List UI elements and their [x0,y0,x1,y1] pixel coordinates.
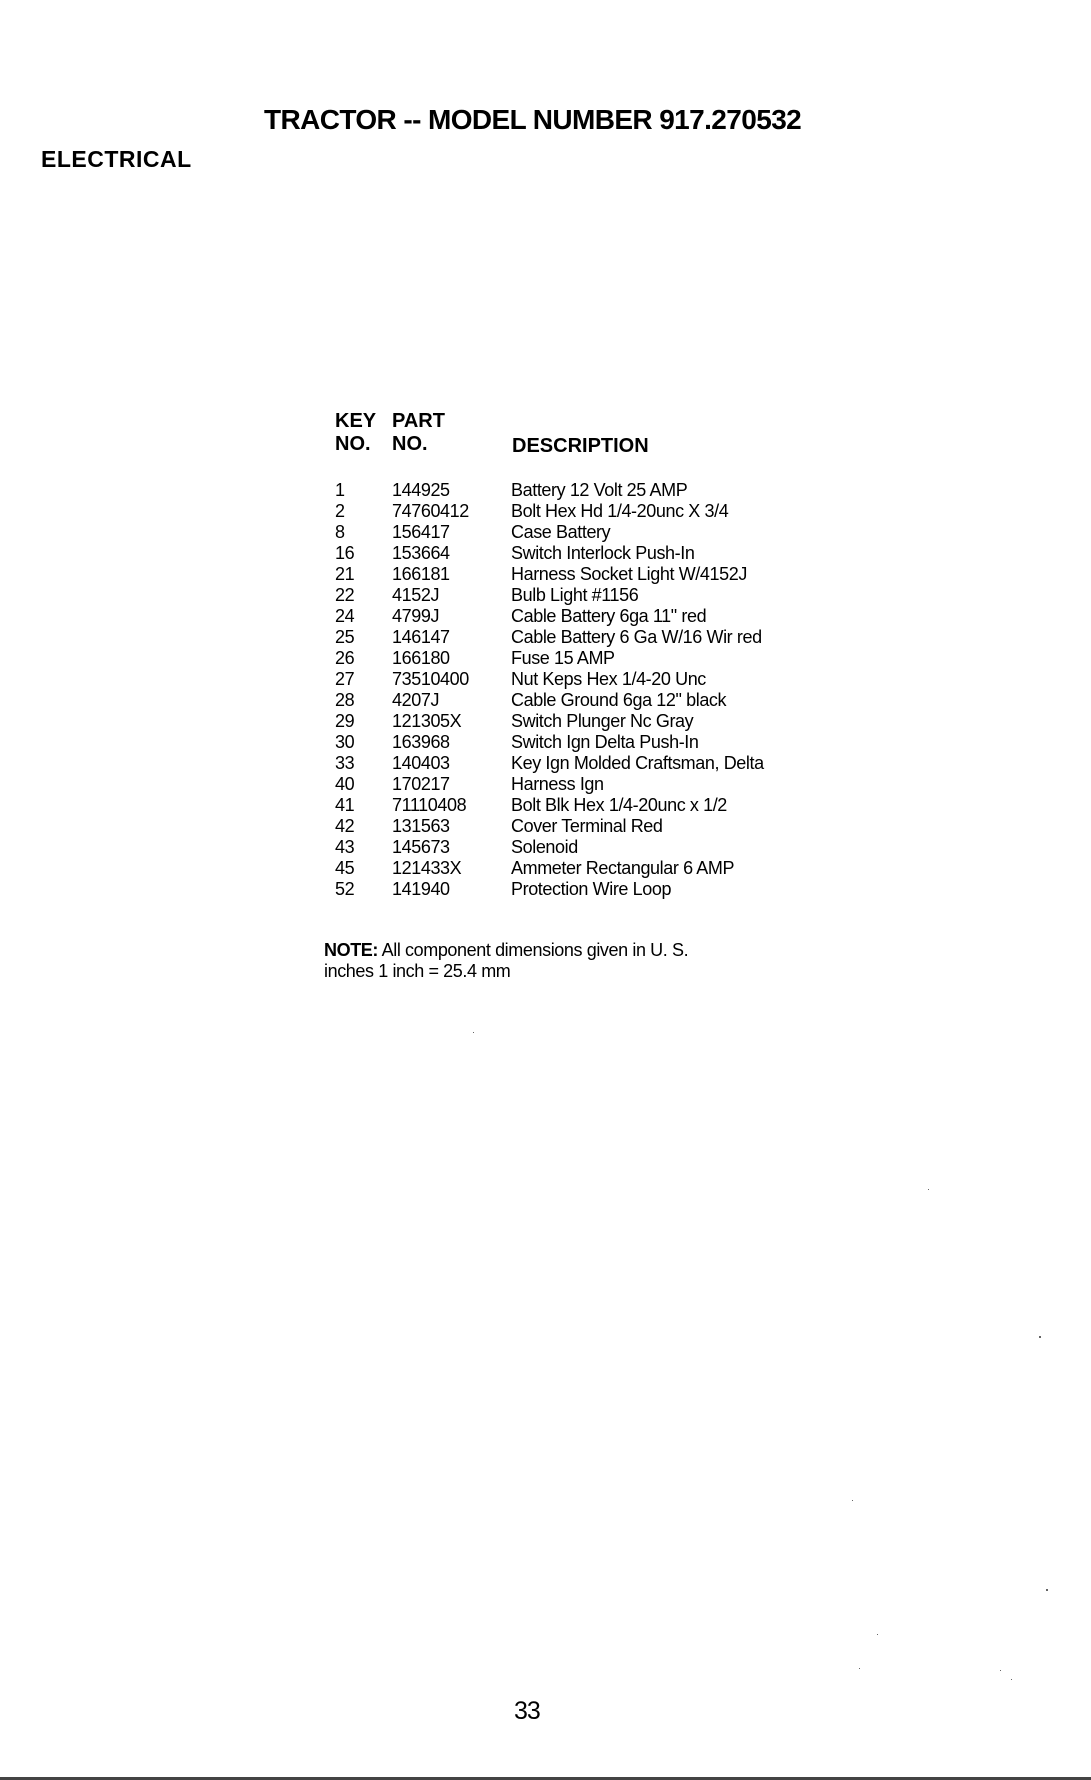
key-number: 1 [335,480,345,500]
part-description: Cable Ground 6ga 12" black [511,690,727,710]
note-text-1: All component dimensions given in U. S. [381,940,689,960]
note [324,940,688,982]
key-number: 2 [335,501,345,521]
note-label: NOTE: [324,940,378,960]
part-description: Battery 12 Volt 25 AMP [511,480,688,500]
scan-speck [1046,1589,1048,1591]
part-description: Switch Interlock Push-In [511,543,695,563]
part-number: 166180 [392,648,450,668]
part-description: Protection Wire Loop [511,879,672,899]
key-number: 33 [335,753,355,773]
part-description: Switch Ign Delta Push-In [511,732,699,752]
part-number: 153664 [392,543,450,563]
part-description: Harness Socket Light W/4152J [511,564,747,584]
part-description: Fuse 15 AMP [511,648,615,668]
part-number: 146147 [392,627,450,647]
key-number: 27 [335,669,355,689]
part-description: Key Ign Molded Craftsman, Delta [511,753,764,773]
part-description: Case Battery [511,522,611,542]
page-number: 33 [514,1697,540,1725]
part-description: Harness Ign [511,774,604,794]
key-number: 52 [335,879,355,899]
part-description: Switch Plunger Nc Gray [511,711,694,731]
note-text-2: inches 1 inch = 25.4 mm [324,961,511,981]
note-line-1 [324,940,688,961]
part-number: 71110408 [392,795,467,815]
column-header-description: DESCRIPTION [512,435,649,457]
key-number: 30 [335,732,355,752]
column-header-part-no: NO. [392,433,428,455]
key-number: 43 [335,837,355,857]
part-number: 166181 [392,564,450,584]
part-number: 121433X [392,858,462,878]
scan-speck [1039,1336,1041,1338]
key-number: 29 [335,711,355,731]
page-title: TRACTOR -- MODEL NUMBER 917.270532 [264,104,802,135]
part-description: Bolt Hex Hd 1/4-20unc X 3/4 [511,501,729,521]
part-number: 131563 [392,816,450,836]
part-description: Solenoid [511,837,578,857]
key-number: 21 [335,564,355,584]
part-description: Nut Keps Hex 1/4-20 Unc [511,669,706,689]
key-number: 40 [335,774,355,794]
key-number: 24 [335,606,355,626]
part-number: 73510400 [392,669,469,689]
part-number: 170217 [392,774,450,794]
scan-speck [1000,1670,1001,1671]
part-number: 140403 [392,753,450,773]
key-number: 16 [335,543,355,563]
part-description: Bolt Blk Hex 1/4-20unc x 1/2 [511,795,727,815]
part-number: 4207J [392,690,440,710]
key-number: 22 [335,585,355,605]
part-number: 163968 [392,732,450,752]
key-number: 8 [335,522,345,542]
part-number: 4152J [392,585,440,605]
scan-speck [852,1500,853,1501]
part-number: 141940 [392,879,450,899]
key-number: 45 [335,858,355,878]
key-number: 25 [335,627,355,647]
key-number: 41 [335,795,355,815]
section-heading: ELECTRICAL [41,146,192,172]
column-header-part: PART [392,410,445,432]
column-header-key-no: NO. [335,433,371,455]
part-number: 121305X [392,711,462,731]
part-number: 4799J [392,606,440,626]
part-description: Cable Battery 6 Ga W/16 Wir red [511,627,762,647]
part-description: Bulb Light #1156 [511,585,639,605]
part-number: 145673 [392,837,450,857]
part-description: Ammeter Rectangular 6 AMP [511,858,735,878]
scan-speck [859,1668,860,1669]
key-number: 28 [335,690,355,710]
scan-speck [928,1189,929,1190]
part-description: Cable Battery 6ga 11" red [511,606,707,626]
part-number: 144925 [392,480,450,500]
column-header-key: KEY [335,410,377,432]
scan-speck [1011,1679,1012,1680]
key-number: 42 [335,816,355,836]
part-number: 156417 [392,522,450,542]
part-number: 74760412 [392,501,469,521]
scan-speck [473,1032,474,1033]
scan-speck [877,1634,878,1635]
part-description: Cover Terminal Red [511,816,663,836]
key-number: 26 [335,648,355,668]
